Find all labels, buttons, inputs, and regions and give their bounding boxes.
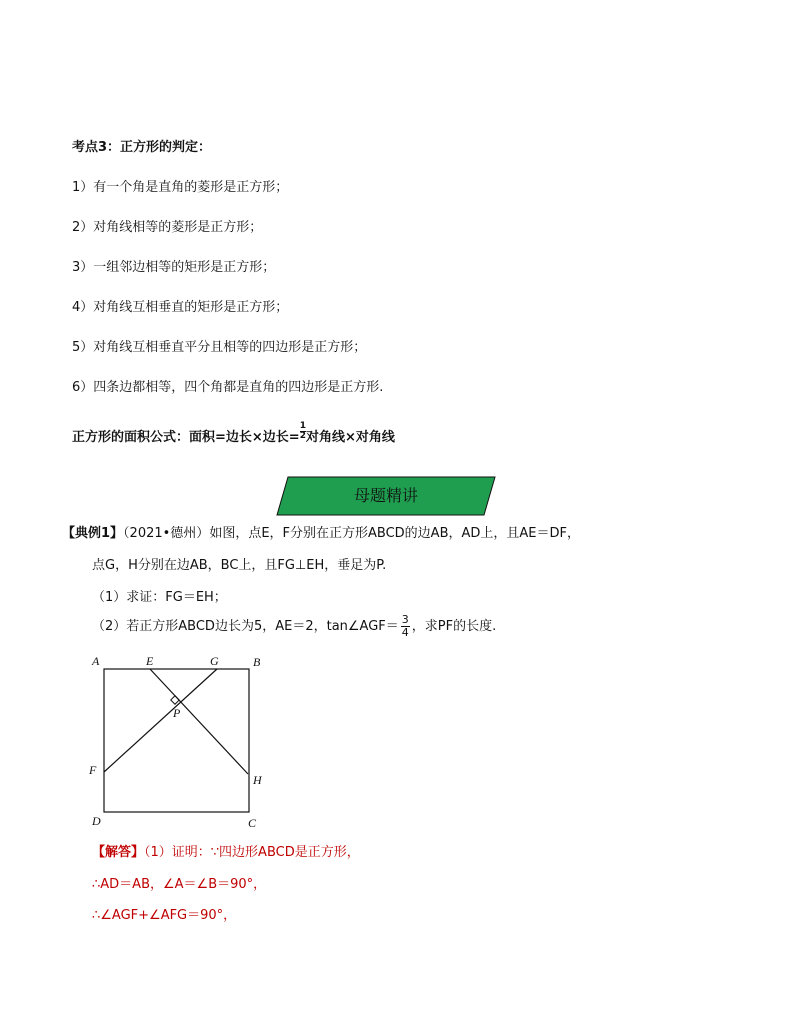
label-e: E: [146, 654, 154, 668]
banner-label: 母题精讲: [353, 486, 418, 505]
label-g: G: [210, 654, 219, 668]
example-line-2: 点G，H分别在边AB，BC上，且FG⊥EH，垂足为P.: [92, 558, 387, 573]
example-line-1: [62, 522, 580, 541]
label-d: D: [92, 814, 101, 828]
fraction-denominator: 2: [299, 431, 306, 441]
tan-fraction: [401, 614, 410, 639]
list-item: 1）有一个角是直角的菱形是正方形；: [72, 180, 289, 195]
label-c: C: [248, 816, 257, 830]
solution-line-3: ∴∠AGF+∠AFG＝90°，: [92, 908, 237, 923]
label-p: P: [173, 706, 181, 720]
label-b: B: [253, 655, 261, 669]
geometry-figure: [80, 650, 280, 840]
solution-text-1: （1）证明：∵四边形ABCD是正方形，: [144, 845, 360, 860]
solution-line-1: [92, 841, 360, 860]
fraction-numerator: 1: [299, 421, 306, 431]
fraction-denominator: 4: [401, 626, 409, 639]
list-item: 5）对角线互相垂直平分且相等的四边形是正方形；: [72, 340, 367, 355]
right-angle-marker: [171, 696, 179, 704]
list-item: 4）对角线互相垂直的矩形是正方形；: [72, 300, 289, 315]
example-question-1: （1）求证：FG＝EH；: [92, 590, 227, 605]
section-title: 考点3：正方形的判定：: [72, 140, 212, 155]
section-banner: [276, 476, 496, 516]
solution-line-2: ∴AD＝AB，∠A＝∠B＝90°，: [92, 877, 267, 892]
example-text-1: 如图，点E，F分别在正方形ABCD的边AB，AD上，且AE＝DF，: [209, 526, 580, 541]
list-item: 3）一组邻边相等的矩形是正方形；: [72, 260, 276, 275]
list-item: 6）四条边都相等，四个角都是直角的四边形是正方形.: [72, 380, 384, 395]
label-h: H: [253, 773, 262, 787]
area-formula-fraction: [300, 422, 306, 441]
example-source: （2021•德州）: [123, 526, 210, 541]
segment-fg: [104, 669, 217, 772]
example-tag: 【典例1】: [62, 526, 124, 541]
label-f: F: [89, 763, 97, 777]
label-a: A: [92, 654, 100, 668]
area-formula: [72, 421, 395, 447]
question-2-prefix: （2）若正方形ABCD边长为5，AE＝2，tan∠AGF＝: [92, 619, 399, 634]
square-abcd: [104, 669, 249, 812]
figure-drawing: [80, 650, 280, 840]
area-formula-suffix: 对角线×对角线: [305, 430, 395, 445]
question-2-suffix: ，求PF的长度.: [411, 619, 497, 634]
area-formula-prefix: 正方形的面积公式：面积=边长×边长=: [72, 430, 300, 445]
solution-tag: 【解答】: [92, 845, 145, 860]
fraction-numerator: 3: [401, 613, 409, 626]
example-question-2: [92, 614, 496, 639]
list-item: 2）对角线相等的菱形是正方形；: [72, 220, 263, 235]
